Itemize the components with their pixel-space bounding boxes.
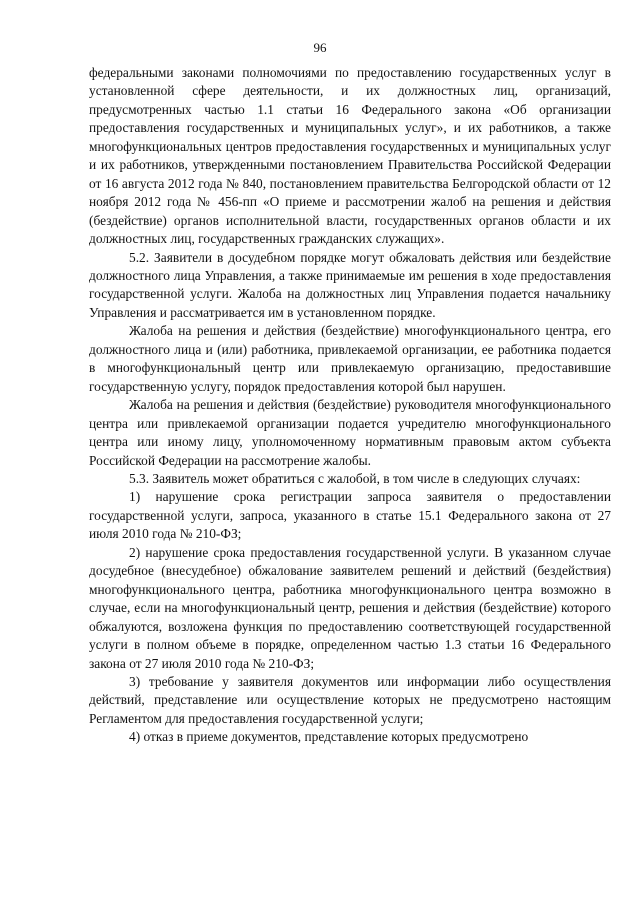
paragraph: 3) требование у заявителя документов или информации либо осуществления действий, представление или осуществление которых не предусмотрено настоящим Регламентом для предоставления государственной услуги; xyxy=(89,673,611,726)
paragraph: 5.3. Заявитель может обратиться с жалобой, в том числе в следующих случаях: xyxy=(129,470,581,486)
paragraph: Жалоба на решения и действия (бездействие) руководителя многофункционального центра или привлекаемой организации подается учредителю многофункционального центра или иному лицу, уполномоченному нормативным правовым актом субъекта Российской Федерации на рассмотрение жалобы. xyxy=(89,397,611,468)
paragraph: 5.2. Заявители в досудебном порядке могут обжаловать действия или бездействие должностного лица Управления, а также принимаемые им решения в ходе предоставления государственной услуги. Жалоба на должностных лиц Управления подается начальнику Управления и рассматривается им в установленном порядке. xyxy=(89,249,611,320)
paragraph: 2) нарушение срока предоставления государственной услуги. В указанном случае досудебное (внесудебное) обжалование заявителем решений и действий (бездействия) многофункционального центра, работника многофункционального центра возможно в случае, если на многофункциональный центр, решения и действия (бездействие) которого обжалуются, возложена функция по предоставлению соответствующей государственной услуги в полном объеме в порядке, определенном частью 1.3 статьи 16 Федерального закона от 27 июля 2010 года № 210-ФЗ; xyxy=(89,544,611,671)
paragraph: 1) нарушение срока регистрации запроса заявителя о предоставлении государственной услуги, запроса, указанного в статье 15.1 Федерального закона от 27 июля 2010 года № 210-ФЗ; xyxy=(89,489,611,542)
document-body xyxy=(89,64,611,747)
paragraph: Жалоба на решения и действия (бездействие) многофункционального центра, его должностного лица и (или) работника, привлекаемой организации, ее работника подается в многофункциональный центр или привлекаемую организацию, предоставившие государственную услугу, порядок предоставления которой был нарушен. xyxy=(89,323,611,394)
paragraph: 4) отказ в приеме документов, представление которых предусмотрено xyxy=(129,729,529,745)
page-number: 96 xyxy=(313,40,327,55)
paragraph: федеральными законами полномочиями по предоставлению государственных услуг в установленной сфере деятельности, и их должностных лиц, организаций, предусмотренных частью 1.1 статьи 16 Федерального закона «Об организации предоставления государственных и муниципальных услуг», и их работников, а также многофункциональных центров предоставления государственных и муниципальных услуг и их работников, утвержденными постановлением Правительства Российской Федерации от 16 августа 2012 года № 840, постановлением правительства Белгородской области от 12 ноября 2012 года № 456-пп «О приеме и рассмотрении жалоб на решения и действия (бездействие) органов исполнительной власти, государственных органов области и их должностных лиц, государственных гражданских служащих». xyxy=(89,65,611,247)
